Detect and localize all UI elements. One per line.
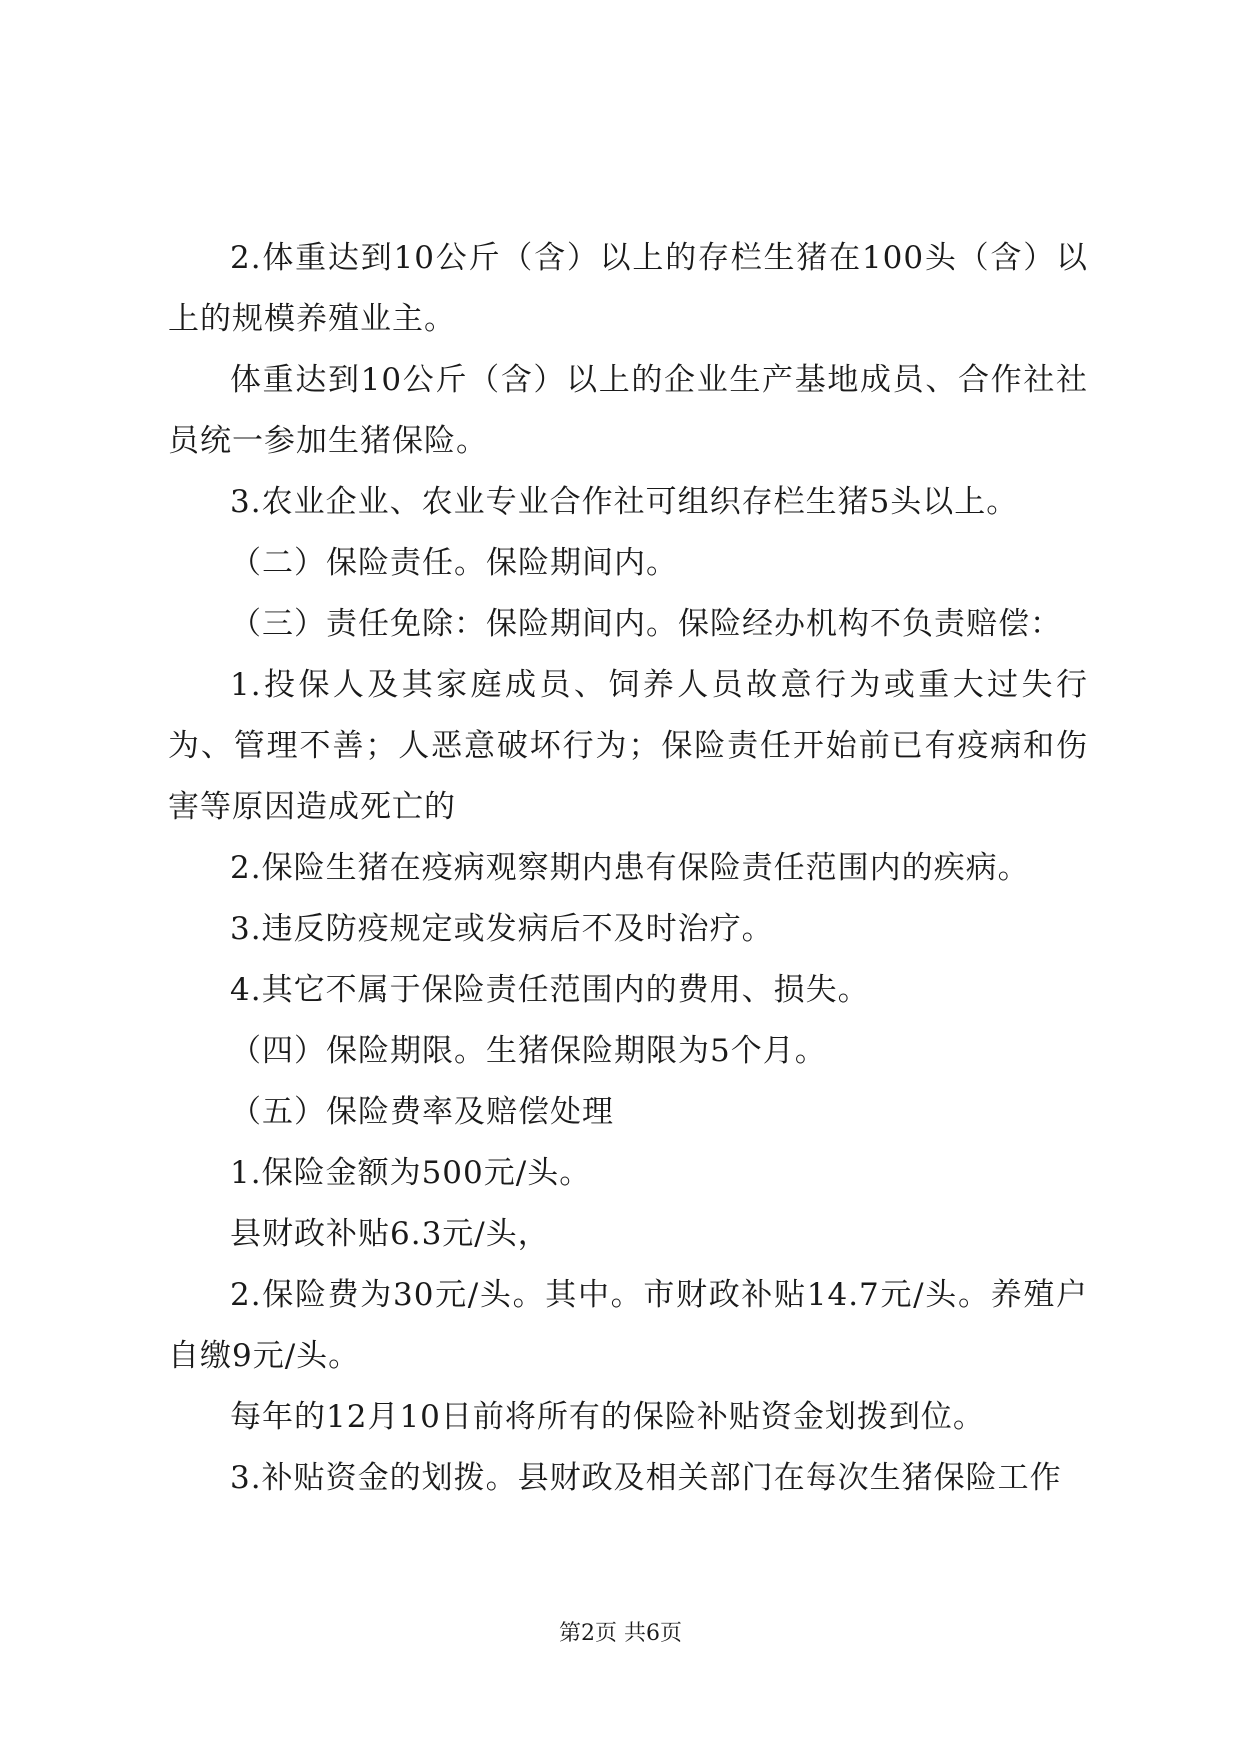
- paragraph: 2.保险生猪在疫病观察期内患有保险责任范围内的疾病。: [230, 850, 1030, 886]
- paragraph: 县财政补贴6.3元/头，: [230, 1216, 550, 1252]
- paragraph: （五）保险费率及赔偿处理: [230, 1094, 614, 1130]
- paragraph: （四）保险期限。生猪保险期限为5个月。: [230, 1033, 827, 1069]
- paragraph: （三）责任免除：保险期间内。保险经办机构不负责赔偿：: [230, 606, 1062, 642]
- paragraph: 3.补贴资金的划拨。县财政及相关部门在每次生猪保险工作: [230, 1460, 1062, 1496]
- paragraph: 4.其它不属于保险责任范围内的费用、损失。: [230, 972, 870, 1008]
- paragraph: 2.保险费为30元/头。其中。市财政补贴14.7元/头。养殖户自缴9元/头。: [168, 1277, 1088, 1374]
- paragraph: 1.保险金额为500元/头。: [230, 1155, 592, 1191]
- paragraph: 1.投保人及其家庭成员、饲养人员故意行为或重大过失行为、管理不善；人恶意破坏行为；保险责任开始前已有疫病和伤害等原因造成死亡的: [168, 667, 1088, 825]
- paragraph: （二）保险责任。保险期间内。: [230, 545, 678, 581]
- paragraph: 2.体重达到10公斤（含）以上的存栏生猪在100头（含）以上的规模养殖业主。: [168, 240, 1088, 337]
- paragraph: 3.违反防疫规定或发病后不及时治疗。: [230, 911, 774, 947]
- page-number-footer: 第2页 共6页: [559, 1621, 682, 1646]
- paragraph: 每年的12月10日前将所有的保险补贴资金划拨到位。: [230, 1399, 985, 1435]
- document-body: [168, 228, 1088, 1509]
- paragraph: 3.农业企业、农业专业合作社可组织存栏生猪5头以上。: [230, 484, 1019, 520]
- paragraph: 体重达到10公斤（含）以上的企业生产基地成员、合作社社员统一参加生猪保险。: [168, 362, 1088, 459]
